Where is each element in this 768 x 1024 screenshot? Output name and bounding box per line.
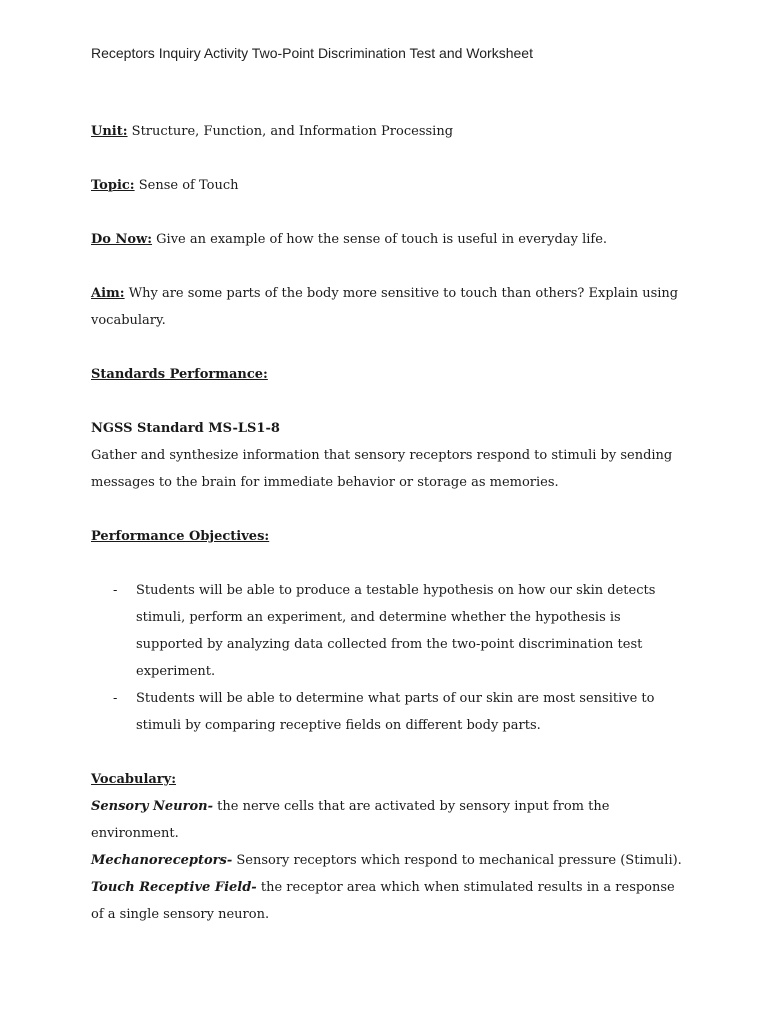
vocab-definition: the nerve cells that are activated by sensory input from the environment. [91, 799, 610, 841]
vocab-entry-sensory-neuron [91, 793, 691, 847]
objectives-heading-line [91, 523, 691, 550]
aim-line [91, 280, 691, 334]
vocab-entry-touch-receptive-field [91, 874, 691, 928]
standard-title: NGSS Standard MS-LS1-8 [91, 421, 280, 436]
aim-label: Aim: [91, 286, 125, 301]
topic-line [91, 172, 691, 199]
vocab-term: Touch Receptive Field- [91, 880, 257, 895]
standards-heading: Standards Performance: [91, 367, 268, 382]
document-body [91, 118, 691, 928]
objective-text: Students will be able to determine what parts of our skin are most sensitive to stimuli by comparing receptive fields on different body parts. [136, 691, 655, 733]
unit-text: Structure, Function, and Information Processing [131, 124, 454, 139]
vocabulary-heading-line [91, 766, 691, 793]
do-now-line [91, 226, 691, 253]
aim-text: Why are some parts of the body more sensitive to touch than others? Explain using vocabulary. [91, 286, 679, 328]
topic-label: Topic: [91, 178, 135, 193]
do-now-text: Give an example of how the sense of touch is useful in everyday life. [156, 232, 608, 247]
unit-label: Unit: [91, 124, 128, 139]
vocabulary-heading: Vocabulary: [91, 772, 177, 787]
objectives-heading: Performance Objectives: [91, 529, 270, 544]
vocab-term: Sensory Neuron- [91, 799, 214, 814]
document-header: Receptors Inquiry Activity Two-Point Discrimination Test and Worksheet [91, 45, 533, 61]
bullet-dash: - [113, 691, 118, 706]
standard-text: Gather and synthesize information that sensory receptors respond to stimuli by sending messages to the brain for immediate behavior or storage as memories. [91, 448, 673, 490]
list-item [91, 577, 691, 685]
do-now-label: Do Now: [91, 232, 153, 247]
objective-text: Students will be able to produce a testable hypothesis on how our skin detects stimuli, perform an experiment, and determine whether the hypothesis is supported by analyzing data collected from the two-point discrimination test experiment. [136, 583, 656, 679]
bullet-dash: - [113, 583, 118, 598]
vocab-entry-mechanoreceptors [91, 847, 691, 874]
vocab-definition: the receptor area which when stimulated results in a response of a single sensory neuron. [91, 880, 675, 922]
list-item [91, 685, 691, 739]
topic-text: Sense of Touch [138, 178, 239, 193]
objectives-list [91, 577, 691, 739]
standards-heading-line [91, 361, 691, 388]
unit-line [91, 118, 691, 145]
vocab-definition: Sensory receptors which respond to mechanical pressure (Stimuli). [236, 853, 682, 868]
vocab-term: Mechanoreceptors- [91, 853, 233, 868]
